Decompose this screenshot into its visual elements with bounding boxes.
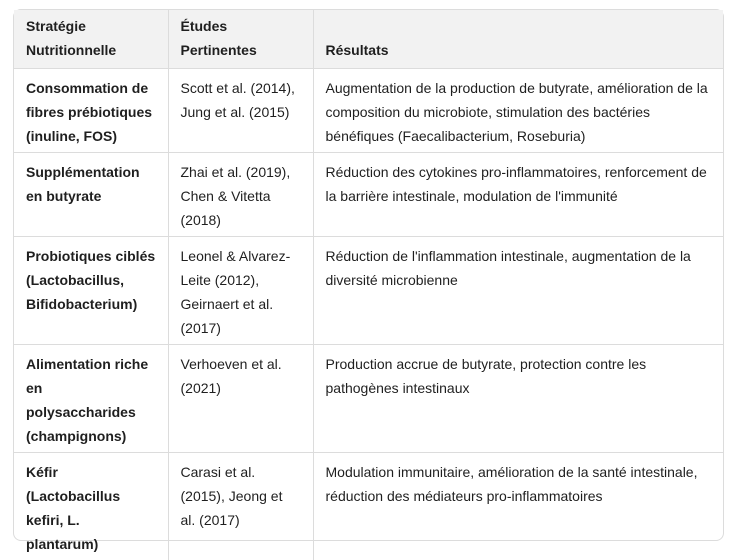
table-row bbox=[14, 345, 723, 453]
strategy-cell: Consommation de fibres prébiotiques (inuline, FOS) bbox=[14, 69, 168, 153]
results-cell: Modulation immunitaire, amélioration de la santé intestinale, réduction des médiateurs pro-inflammatoires bbox=[313, 453, 723, 560]
results-cell: Augmentation de la production de butyrate, amélioration de la composition du microbiote, stimulation des bactéries bénéfiques (Faecalibacterium, Roseburia) bbox=[313, 69, 723, 153]
table-header-row bbox=[14, 10, 723, 69]
strategy-cell: Kéfir (Lactobacillus kefiri, L. plantarum) bbox=[14, 453, 168, 560]
table-row bbox=[14, 69, 723, 153]
table-row bbox=[14, 237, 723, 345]
results-cell: Réduction des cytokines pro-inflammatoires, renforcement de la barrière intestinale, modulation de l'immunité bbox=[313, 153, 723, 237]
table-row bbox=[14, 153, 723, 237]
strategy-cell: Alimentation riche en polysaccharides (champignons) bbox=[14, 345, 168, 453]
results-cell: Production accrue de butyrate, protection contre les pathogènes intestinaux bbox=[313, 345, 723, 453]
header-studies: Études Pertinentes bbox=[168, 10, 313, 69]
nutrition-strategies-table bbox=[14, 10, 723, 560]
strategy-cell: Probiotiques ciblés (Lactobacillus, Bifidobacterium) bbox=[14, 237, 168, 345]
studies-cell: Zhai et al. (2019), Chen & Vitetta (2018) bbox=[168, 153, 313, 237]
header-strategy: Stratégie Nutritionnelle bbox=[14, 10, 168, 69]
studies-cell: Verhoeven et al. (2021) bbox=[168, 345, 313, 453]
results-cell: Réduction de l'inflammation intestinale, augmentation de la diversité microbienne bbox=[313, 237, 723, 345]
results-table-container bbox=[13, 9, 724, 541]
strategy-cell: Supplémentation en butyrate bbox=[14, 153, 168, 237]
studies-cell: Carasi et al. (2015), Jeong et al. (2017) bbox=[168, 453, 313, 560]
studies-cell: Leonel & Alvarez-Leite (2012), Geirnaert et al. (2017) bbox=[168, 237, 313, 345]
studies-cell: Scott et al. (2014), Jung et al. (2015) bbox=[168, 69, 313, 153]
table-row bbox=[14, 453, 723, 560]
header-results: Résultats bbox=[313, 10, 723, 69]
